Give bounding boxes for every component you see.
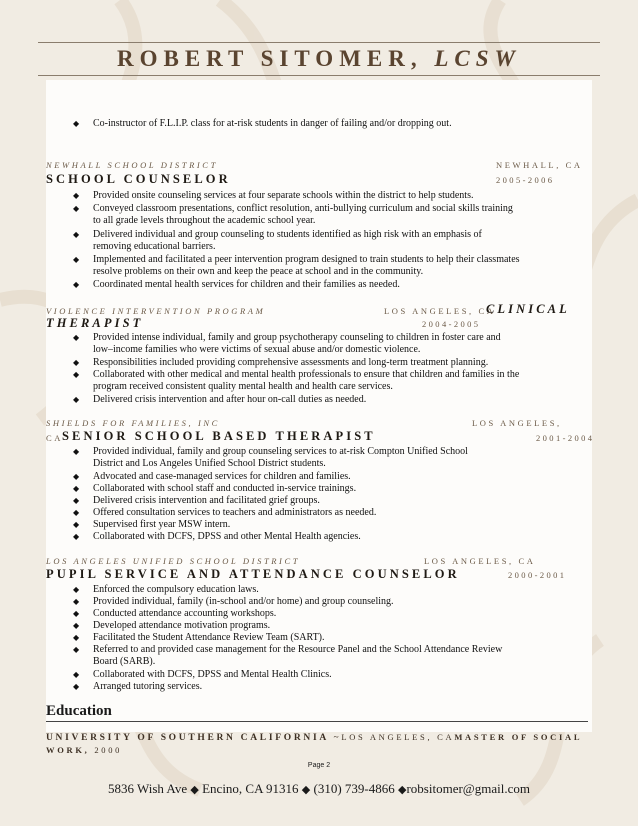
bullet-item: ◆ Conveyed classroom presentations, conflict resolution, anti-bullying curriculum and social skills training	[93, 203, 513, 215]
degree: MASTER OF SOCIAL	[454, 732, 583, 742]
bullet-continuation: District and Los Angeles Unified School District students.	[93, 458, 326, 469]
diamond-icon: ◆	[301, 783, 311, 796]
phone: (310) 739-4866	[313, 781, 395, 796]
org-name: SHIELDS FOR FAMILIES, INC	[46, 418, 220, 428]
org-location: LOS ANGELES, CA	[424, 556, 536, 566]
bullet-item: ◆ Implemented and facilitated a peer intervention program designed to train students to help their classmates	[93, 254, 520, 266]
degree-continued: WORK,	[46, 745, 90, 755]
education-line	[46, 732, 582, 743]
org-name: VIOLENCE INTERVENTION PROGRAM	[46, 306, 266, 316]
school-name: UNIVERSITY OF SOUTHERN CALIFORNIA	[46, 733, 329, 743]
separator: ~	[333, 733, 342, 743]
education-heading: Education	[46, 703, 588, 722]
education-line-continued	[46, 745, 122, 755]
header-bottom-rule	[38, 75, 600, 76]
job-dates: 2001-2004	[536, 433, 595, 443]
job-title-continued: THERAPIST	[46, 316, 144, 330]
bullet-item: ◆ Offered consultation services to teachers and administrators as needed.	[93, 507, 376, 519]
bullet-item: ◆ Advocated and case-managed services for children and families.	[93, 471, 351, 483]
bullet-item: ◆ Supervised first year MSW intern.	[93, 519, 230, 531]
bullet-item: ◆ Delivered crisis intervention and after hour on-call duties as needed.	[93, 394, 366, 406]
credential: LCSW	[434, 46, 521, 71]
org-name: LOS ANGELES UNIFIED SCHOOL DISTRICT	[46, 556, 301, 566]
bullet-continuation: low–income families who were victims of sexual abuse and/or domestic violence.	[93, 344, 421, 355]
name: ROBERT SITOMER,	[116, 46, 423, 71]
org-location-continued: CA	[46, 433, 64, 443]
header-top-rule	[38, 42, 600, 43]
bullet-item: ◆ Enforced the compulsory education laws.	[93, 584, 259, 596]
diamond-icon: ◆	[398, 783, 407, 796]
job-dates: 2004-2005	[422, 319, 481, 329]
bullet-item: ◆ Provided individual, family and group counseling services to at-risk Compton Unified School	[93, 446, 468, 458]
page-title	[0, 46, 638, 72]
degree-year: 2000	[94, 745, 123, 755]
bullet-item: ◆ Collaborated with other medical and mental health professionals to ensure that children and families in the	[93, 369, 519, 381]
bullet-item: ◆ Provided onsite counseling services at four separate schools within the district to help students.	[93, 190, 473, 202]
bullet-item: ◆ Collaborated with DCFS, DPSS and other Mental Health agencies.	[93, 531, 361, 543]
bullet-item: ◆ Developed attendance motivation programs.	[93, 620, 270, 632]
bullet-item: ◆ Arranged tutoring services.	[93, 681, 202, 693]
org-name: NEWHALL SCHOOL DISTRICT	[46, 160, 218, 170]
bullet-item: ◆ Co-instructor of F.L.I.P. class for at-risk students in danger of failing and/or dropping out.	[93, 118, 452, 130]
bullet-item: ◆ Facilitated the Student Attendance Review Team (SART).	[93, 632, 325, 644]
job-title: SCHOOL COUNSELOR	[46, 172, 231, 186]
job-dates: 2005-2006	[496, 175, 555, 185]
page-number: Page 2	[307, 762, 331, 769]
org-location: NEWHALL, CA	[496, 160, 583, 170]
city: Encino, CA 91316	[202, 781, 299, 796]
bullet-continuation: program received consistent quality mental health and health care services.	[93, 381, 393, 392]
bullet-item: ◆ Delivered individual and group counseling to students identified as high risk with an emphasis of	[93, 229, 482, 241]
bullet-continuation: resolve problems on their own and keep the peace at school and in the community.	[93, 266, 424, 277]
contact-footer	[0, 781, 638, 797]
bullet-item: ◆ Conducted attendance accounting workshops.	[93, 608, 276, 620]
email-link[interactable]: robsitomer@gmail.com	[406, 781, 531, 796]
diamond-icon: ◆	[190, 783, 199, 796]
job-title: CLINICAL	[486, 302, 570, 316]
bullet-continuation: Board (SARB).	[93, 656, 156, 667]
org-location: LOS ANGELES, CA	[384, 306, 496, 316]
bullet-continuation: to all grade levels throughout the academic school year.	[93, 215, 316, 226]
job-title: PUPIL SERVICE AND ATTENDANCE COUNSELOR	[46, 567, 460, 581]
bullet-item: ◆ Referred to and provided case management for the Resource Panel and the School Attendance Review	[93, 644, 502, 656]
bullet-item: ◆ Coordinated mental health services for children and their families as needed.	[93, 279, 400, 291]
school-location: LOS ANGELES, CA	[341, 732, 455, 742]
bullet-item: ◆ Provided intense individual, family and group psychotherapy counseling to children in foster care and	[93, 332, 501, 344]
bullet-continuation: removing educational barriers.	[93, 241, 216, 252]
bullet-item: ◆ Collaborated with DCFS, DPSS and Mental Health Clinics.	[93, 669, 332, 681]
job-dates: 2000-2001	[508, 570, 567, 580]
bullet-item: ◆ Collaborated with school staff and conducted in-service trainings.	[93, 483, 356, 495]
bullet-item: ◆ Responsibilities included providing comprehensive assessments and long-term treatment planning.	[93, 357, 488, 369]
bullet-item: ◆ Delivered crisis intervention and facilitated grief groups.	[93, 495, 320, 507]
address: 5836 Wish Ave	[107, 781, 188, 796]
job-title: SENIOR SCHOOL BASED THERAPIST	[62, 429, 376, 443]
bullet-item: ◆ Provided individual, family (in-school and/or home) and group counseling.	[93, 596, 394, 608]
org-location: LOS ANGELES,	[472, 418, 562, 428]
